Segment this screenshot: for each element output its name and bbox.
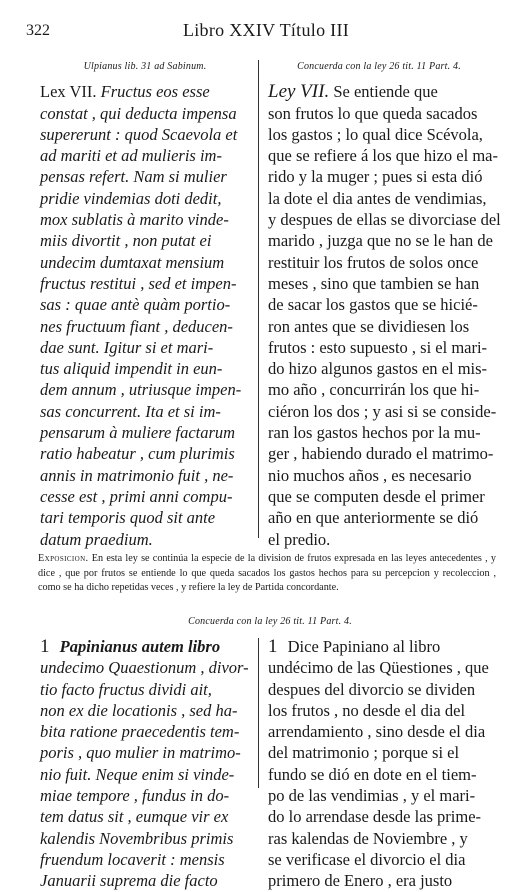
text-line: ciéron los dos ; y asi si se conside-: [268, 401, 497, 421]
text-line: son frutos lo que queda sacados: [268, 103, 478, 123]
text-line: los gastos ; lo qual dice Scévola,: [268, 124, 483, 144]
latin-text-bottom: [40, 636, 250, 892]
text-line: ratio habeatur , cum plurimis: [40, 444, 235, 464]
latin-paragraph-number: 1: [40, 636, 50, 657]
text-line: arrendamiento , sino desde el dia: [268, 722, 486, 742]
text-line: pensas refert. Nam si mulier: [40, 167, 227, 187]
text-line: cesse est , primi anni compu-: [40, 486, 233, 506]
text-line: los frutos , no desde el dia del: [268, 700, 466, 720]
text-line: el predio.: [268, 529, 331, 549]
text-line: poris , quo mulier in matrimo-: [40, 743, 241, 763]
spanish-source-note: Concuerda con la ley 26 tit. 11 Part. 4.: [297, 61, 461, 72]
text-line: que se refiere á los que hizo el ma-: [268, 146, 498, 166]
text-line: annis in matrimonio fuit , ne-: [40, 465, 234, 485]
page-header: [26, 20, 506, 44]
latin-first-line: Papinianus autem libro: [59, 637, 221, 656]
text-line: undécimo de las Qüestiones , que: [268, 658, 489, 678]
text-line: restituir los frutos de solos once: [268, 252, 479, 272]
text-line: po de las vendimias , y el mari-: [268, 786, 476, 806]
text-line: la dote el dia antes de vendimias,: [268, 188, 487, 208]
exposition-label: Exposicion.: [38, 553, 89, 564]
text-line: que se computen desde el primer: [268, 486, 485, 506]
text-line: pridie vindemias doti dedit,: [40, 188, 222, 208]
column-divider-bottom: [258, 638, 259, 788]
page-number: 322: [26, 22, 50, 39]
column-divider-top: [258, 60, 259, 538]
text-line: supererunt : quod Scaevola et: [40, 124, 238, 144]
text-line: fundo se dió en dote en el tiem-: [268, 764, 477, 784]
text-line: tem datus sit , eumque vir ex: [40, 807, 229, 827]
text-line: ger , habiendo durado el matrimo-: [268, 444, 494, 464]
text-line: rido y la muger ; pues si esta dió: [268, 167, 483, 187]
text-line: del matrimonio ; porque si el: [268, 743, 460, 763]
text-line: undecim dumtaxat mensium: [40, 252, 225, 272]
text-line: dae sunt. Igitur si et mari-: [40, 337, 214, 357]
text-line: Januarii suprema die facto: [40, 871, 218, 891]
text-line: miis divortit , non putat ei: [40, 231, 212, 251]
text-line: marido , juzga que no se le han de: [268, 231, 493, 251]
text-line: nes fructuum fiant , deducen-: [40, 316, 233, 336]
exposition-paragraph: [38, 552, 496, 596]
text-line: fructus restitui , sed et impen-: [40, 273, 237, 293]
text-line: mo año , concurrirán los que hi-: [268, 380, 480, 400]
text-line: mox sublatis à marito vinde-: [40, 210, 229, 230]
text-line: fruendum locaverit : mensis: [40, 849, 225, 869]
text-line: primero de Enero , era justo: [268, 871, 453, 891]
text-line: año en que anteriormente se dió: [268, 508, 479, 528]
text-line: ad mariti et ad mulieris im-: [40, 146, 222, 166]
text-line: frutos : esto supuesto , si el mari-: [268, 337, 488, 357]
text-line: ran los gastos hechos por la mu-: [268, 423, 481, 443]
text-line: pensarum à muliere factarum: [40, 423, 236, 443]
text-line: de sacar los gastos que se hicié-: [268, 295, 478, 315]
text-line: se verificase el divorcio el dia: [268, 849, 466, 869]
spanish-text-bottom: [268, 636, 490, 892]
bottom-concordance-note: Concuerda con la ley 26 tit. 11 Part. 4.: [188, 616, 352, 627]
text-line: tus aliquid impendit in eun-: [40, 359, 223, 379]
spanish-first-line: Dice Papiniano al libro: [287, 637, 441, 656]
latin-line: Fructus eos esse: [100, 82, 210, 102]
text-line: undecimo Quaestionum , divor-: [40, 658, 249, 678]
spanish-paragraph-number: 1: [268, 636, 278, 657]
text-line: meses , sino que tambien se han: [268, 273, 480, 293]
text-line: ras kalendas de Noviembre , y: [268, 828, 468, 848]
text-line: non ex die locationis , sed ha-: [40, 700, 238, 720]
running-title: Libro XXIV Título III: [182, 20, 350, 40]
text-line: tio facto fructus dividi ait,: [40, 679, 212, 699]
lex-label: Lex VII.: [40, 82, 97, 102]
spanish-line: Se entiende que: [333, 82, 438, 102]
spanish-column-bottom: [268, 636, 490, 892]
text-line: nio muchos años , es necesario: [268, 465, 472, 485]
text-line: nio fuit. Neque enim si vinde-: [40, 764, 235, 784]
spanish-column-top: [268, 56, 501, 550]
spanish-text-top: [268, 81, 501, 550]
text-line: sas concurrent. Ita et si im-: [40, 401, 221, 421]
latin-column-bottom: [40, 636, 250, 892]
text-line: miae tempore , fundus in do-: [40, 786, 230, 806]
text-line: constat , qui deducta impensa: [40, 103, 237, 123]
latin-text-top: [40, 81, 250, 550]
exposition-text: En esta ley se continúa la especie de la division de frutos expresada en las leyes antecedentes , y dice , que por frutos se entiende lo que queda sacados los gastos hechos para su percepcion y recoleccion , como se ha dicho repetidas veces , y refiere la ley de Partida concordante.: [38, 553, 497, 593]
latin-source-note: Ulpianus lib. 31 ad Sabinum.: [83, 61, 207, 72]
text-line: y despues de ellas se divorciase del: [268, 210, 501, 230]
text-line: datum praedium.: [40, 529, 153, 549]
text-line: bita ratione praecedentis tem-: [40, 722, 240, 742]
latin-column-top: [40, 56, 250, 550]
text-line: dem annum , utriusque impen-: [40, 380, 242, 400]
text-line: tari temporis quod sit ante: [40, 508, 216, 528]
ley-label: Ley VII.: [268, 81, 330, 103]
text-line: do hizo algunos gastos en el mis-: [268, 359, 488, 379]
text-line: do lo arrendase desde las prime-: [268, 807, 482, 827]
text-line: kalendis Novembribus primis: [40, 828, 234, 848]
text-line: despues del divorcio se dividen: [268, 679, 476, 699]
text-line: sas : quae antè quàm portio-: [40, 295, 231, 315]
text-line: ron antes que se dividiesen los: [268, 316, 470, 336]
